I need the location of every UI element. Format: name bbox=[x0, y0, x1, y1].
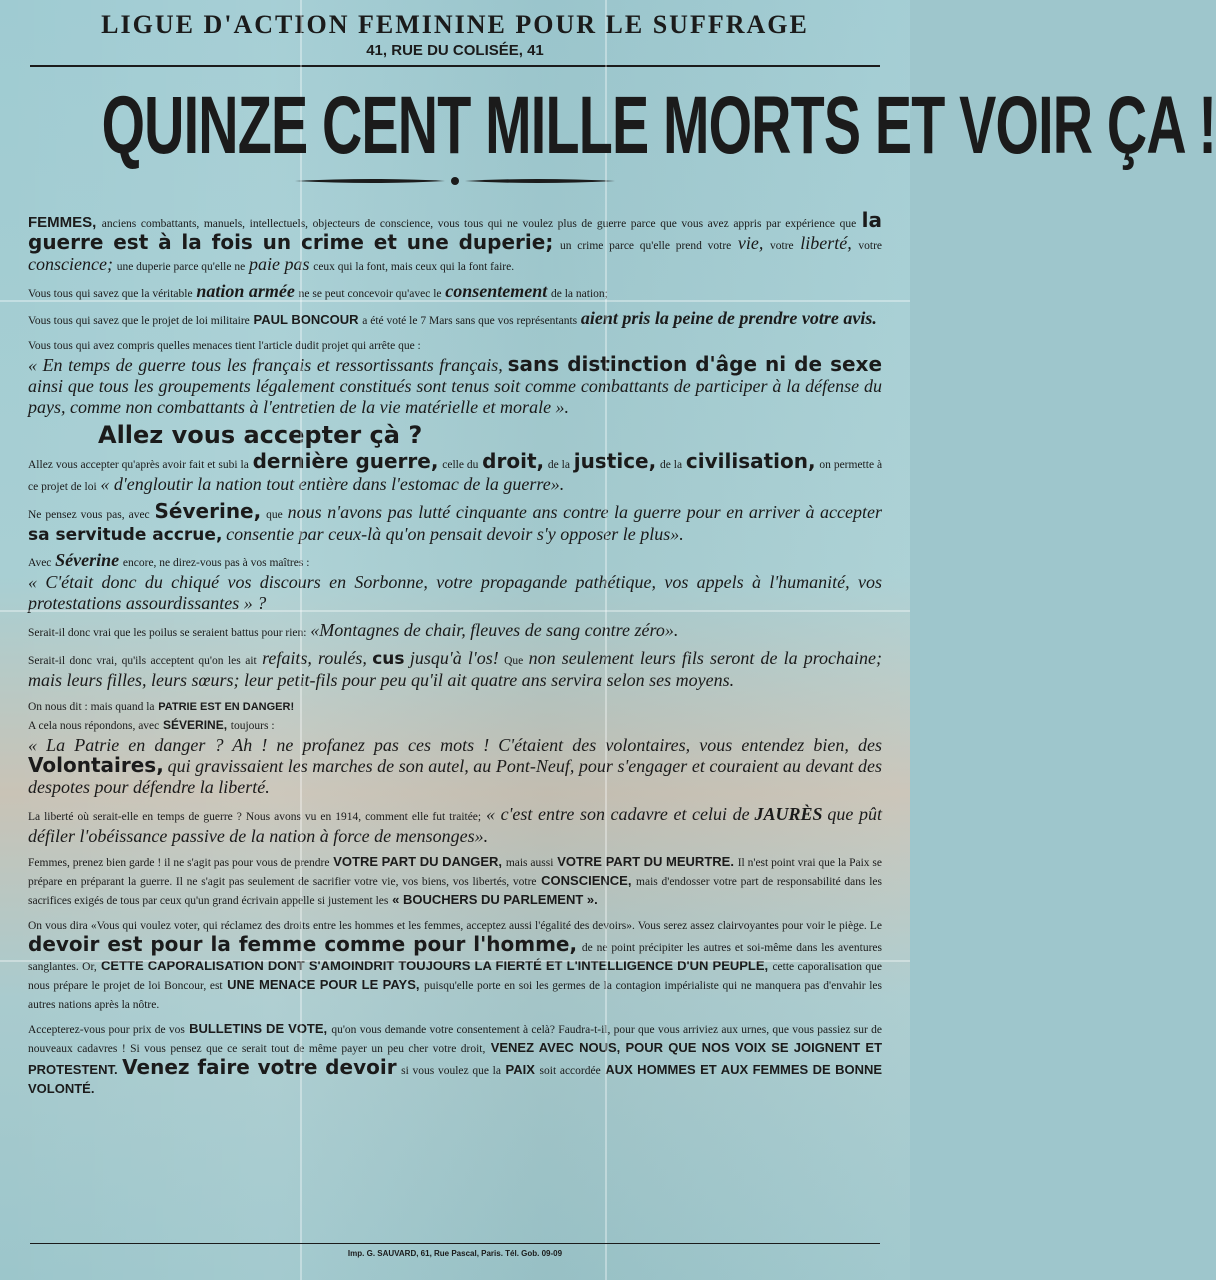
emphasis: droit, bbox=[482, 449, 545, 473]
paragraph-refaits bbox=[28, 648, 882, 691]
emphasis: liberté, bbox=[800, 233, 852, 253]
fold-line bbox=[0, 610, 910, 612]
emphasis: JAURÈS bbox=[754, 804, 823, 824]
emphasis: VOTRE PART DU MEURTRE. bbox=[557, 854, 734, 869]
emphasis: consentement bbox=[445, 281, 548, 301]
lead-femmes: FEMMES, bbox=[28, 214, 97, 231]
emphasis: sa servitude accrue, bbox=[28, 525, 223, 545]
text: si vous voulez que la bbox=[401, 1065, 501, 1077]
text: Que bbox=[504, 655, 524, 667]
emphasis: AUX HOMMES ET AUX FEMMES DE BONNE VOLONTÉ. bbox=[28, 1062, 883, 1096]
question-heading: Allez vous accepter çà ? bbox=[98, 421, 423, 449]
emphasis: vie, bbox=[737, 233, 764, 253]
fold-line bbox=[0, 960, 910, 962]
text: ceux qui la font, mais ceux qui la font faire. bbox=[313, 261, 515, 273]
league-name: LIGUE D'ACTION FEMININE POUR LE SUFFRAGE bbox=[101, 10, 809, 39]
text: Vous tous qui savez que la véritable bbox=[28, 288, 193, 300]
text: de la bbox=[660, 459, 683, 471]
quote: nous n'avons pas lutté cinquante ans contre la guerre pour en arriver à accepter bbox=[287, 502, 883, 522]
paragraph-bulletins bbox=[28, 1020, 882, 1098]
text: Femmes, prenez bien garde ! il ne s'agit pas pour vous de prendre bbox=[28, 857, 330, 869]
fold-line bbox=[0, 300, 910, 302]
text: de ne point précipiter les autres et soi-même dans les aventures sanglantes. Or, bbox=[28, 942, 883, 973]
text: de la nation; bbox=[551, 288, 608, 300]
text: Avec bbox=[28, 557, 52, 569]
emphasis: nation armée bbox=[196, 281, 295, 301]
paragraph-maitres bbox=[28, 551, 882, 614]
text: encore, ne direz-vous pas à vos maîtres : bbox=[122, 557, 310, 569]
text: On vous dira «Vous qui voulez voter, qui réclamez des droits entre les hommes et les femmes, acceptez aussi l'égalité des devoirs». Vous serez assez clairvoyantes pour voir le piège. Le bbox=[28, 920, 882, 932]
text: on permette à ce projet de loi bbox=[28, 459, 883, 493]
quote: « La Patrie en danger ? Ah ! ne profanez pas ces mots ! C'étaient des volontaires, vous entendez bien, des bbox=[28, 735, 882, 755]
text: Vous tous qui savez que le projet de loi militaire bbox=[28, 315, 250, 327]
text: soit accordée bbox=[539, 1065, 601, 1077]
emphasis: civilisation, bbox=[685, 449, 816, 473]
emphasis: Séverine, bbox=[154, 499, 262, 523]
quote: « c'est entre son cadavre et celui de bbox=[485, 804, 750, 824]
emphasis: VENEZ AVEC NOUS, POUR QUE NOS VOIX SE JOIGNENT ET PROTESTENT. bbox=[28, 1040, 883, 1077]
emphasis: « BOUCHERS DU PARLEMENT ». bbox=[392, 892, 598, 907]
text: celle du bbox=[442, 459, 479, 471]
text: Accepterez-vous pour prix de vos bbox=[28, 1024, 185, 1036]
text: que bbox=[266, 509, 283, 521]
paragraph-jaures bbox=[28, 804, 882, 847]
header-rule bbox=[30, 65, 880, 67]
emphasis: PAUL BONCOUR bbox=[253, 312, 359, 327]
text: La liberté où serait-elle en temps de guerre ? Nous avons vu en 1914, comment elle fut traitée; bbox=[28, 811, 482, 823]
emphasis: VOTRE PART DU DANGER, bbox=[333, 854, 503, 869]
emphasis: SÉVERINE, bbox=[163, 718, 228, 732]
text: toujours : bbox=[230, 720, 275, 732]
emphasis: Séverine bbox=[55, 550, 120, 570]
quote: ainsi que tous les groupements légalement constitués sont tenus soit comme combattants de participer à la défense du pays, comme non combattants à l'entretien de la vie matérielle et morale ». bbox=[28, 376, 882, 417]
text: un crime parce qu'elle prend votre bbox=[559, 240, 732, 252]
paragraph-severine bbox=[28, 499, 883, 545]
quote: refaits, roulés, bbox=[262, 648, 367, 668]
text: ne se peut concevoir qu'avec le bbox=[298, 288, 442, 300]
text: cette caporalisation que nous prépare le projet de loi Boncour, est bbox=[28, 961, 883, 992]
paragraph-poilus bbox=[28, 620, 882, 642]
text: Vous tous qui avez compris quelles menaces tient l'article dudit projet qui arrête que : bbox=[28, 340, 421, 352]
text: une duperie parce qu'elle ne bbox=[116, 261, 246, 273]
poster-body bbox=[24, 208, 886, 1098]
text: Serait-il donc vrai que les poilus se seraient battus pour rien: bbox=[28, 627, 307, 639]
paragraph-femmes bbox=[28, 208, 883, 276]
emphasis: aient pris la peine de prendre votre avis. bbox=[580, 308, 877, 328]
emphasis: BULLETINS DE VOTE, bbox=[189, 1021, 328, 1036]
emphasis: CETTE CAPORALISATION DONT S'AMOINDRIT TOUJOURS LA FIERTÉ ET L'INTELLIGENCE D'UN PEUPLE, bbox=[101, 958, 769, 973]
paragraph-derniere-guerre bbox=[28, 449, 883, 496]
emphasis: PATRIE EST EN DANGER! bbox=[158, 701, 295, 713]
emphasis: sans distinction d'âge ni de sexe bbox=[507, 352, 883, 376]
emphasis: paie pas bbox=[248, 254, 310, 274]
text: Ne pensez vous pas, avec bbox=[28, 509, 150, 521]
quote: jusqu'à l'os! bbox=[409, 648, 499, 668]
text: A cela nous répondons, avec bbox=[28, 720, 160, 732]
text: mais d'endosser votre part de responsabilité dans les sacrifices exigés de tous par ceux qu'un grand écrivain appelle si justement les bbox=[28, 876, 883, 907]
emphasis: UNE MENACE POUR LE PAYS, bbox=[227, 977, 420, 992]
emphasis: devoir est pour la femme comme pour l'homme, bbox=[28, 932, 578, 956]
quote: « C'était donc du chiqué vos discours en Sorbonne, votre propagande pathétique, vos appels à l'humanité, vos protestations assourdissantes » ? bbox=[28, 572, 882, 613]
emphasis: dernière guerre, bbox=[252, 449, 439, 473]
text: votre bbox=[858, 240, 883, 252]
quote: consentie par ceux-là qu'on pensait devoir s'y opposer le plus». bbox=[226, 524, 684, 544]
emphasis: la guerre est à la fois un crime et une duperie; bbox=[28, 208, 883, 254]
paragraph-boncour bbox=[28, 309, 882, 330]
emphasis: cus bbox=[372, 649, 405, 669]
emphasis: PAIX bbox=[505, 1062, 535, 1077]
text: mais aussi bbox=[505, 857, 554, 869]
emphasis: Venez faire votre devoir bbox=[122, 1055, 397, 1079]
text: votre bbox=[770, 240, 794, 252]
fold-line bbox=[300, 0, 302, 1280]
quote: «Montagnes de chair, fleuves de sang contre zéro». bbox=[310, 620, 679, 640]
paragraph-article bbox=[28, 336, 882, 418]
text: puisqu'elle porte en soi les germes de la contagion impérialiste qui ne manquera pas d'envahir les autres nations après la nôtre. bbox=[28, 980, 883, 1011]
quote: non seulement leurs fils seront de la prochaine; mais leurs filles, leurs sœurs; leur petit-fils pour peu qu'il ait quatre ans servira selon ses moyens. bbox=[28, 648, 882, 690]
text: a été voté le 7 Mars sans que vos représentants bbox=[362, 315, 578, 327]
paragraph-devoir bbox=[28, 916, 882, 1014]
league-address: 41, RUE DU COLISÉE, 41 bbox=[366, 42, 544, 59]
printer-imprint: Imp. G. SAUVARD, 61, Rue Pascal, Paris. Tél. Gob. 09-09 bbox=[347, 1249, 563, 1258]
emphasis: justice, bbox=[573, 449, 657, 473]
fold-line bbox=[605, 0, 607, 1280]
text: anciens combattants, manuels, intellectuels, objecteurs de conscience, vous tous qui ne voulez plus de guerre parce que vous avez appris par expérience que bbox=[101, 218, 857, 230]
text: Il n'est point vrai que la Paix se prépare en préparant la guerre. Il ne s'agit pas seulement de sacrifier votre vie, vos biens, vos libertés, votre bbox=[28, 857, 882, 888]
text: Allez vous accepter qu'après avoir fait et subi la bbox=[28, 459, 249, 471]
headline: QUINZE CENT MILLE MORTS ET VOIR ÇA ! bbox=[101, 79, 1216, 171]
text: qu'on vous demande votre consentement à celà? Faudra-t-il, pour que vous arriviez aux urnes, que vous passiez sur de nouveaux cadavres ! Si vous pensez que ce serait tout de même payer un peu cher votre droit, bbox=[28, 1024, 883, 1055]
paragraph-patrie bbox=[28, 697, 882, 798]
quote: « d'engloutir la nation tout entière dans l'estomac de la guerre». bbox=[100, 474, 565, 494]
emphasis: conscience; bbox=[28, 254, 113, 274]
emphasis: Volontaires, bbox=[28, 753, 164, 777]
paragraph-meurtre bbox=[28, 853, 882, 910]
text: On nous dit : mais quand la bbox=[28, 701, 155, 713]
quote: « En temps de guerre tous les français et ressortissants français, bbox=[28, 355, 503, 375]
text: Serait-il donc vrai, qu'ils acceptent qu'on les ait bbox=[28, 655, 257, 667]
text: de la bbox=[547, 459, 570, 471]
quote: que pût défiler l'obéissance passive de la nation à force de mensonges». bbox=[28, 804, 882, 846]
footer-rule bbox=[30, 1243, 880, 1244]
emphasis: CONSCIENCE, bbox=[541, 873, 632, 888]
quote: qui gravissaient les marches de son autel, au Pont-Neuf, pour s'engager et couraient au devant des despotes pour défendre la liberté. bbox=[28, 756, 883, 797]
